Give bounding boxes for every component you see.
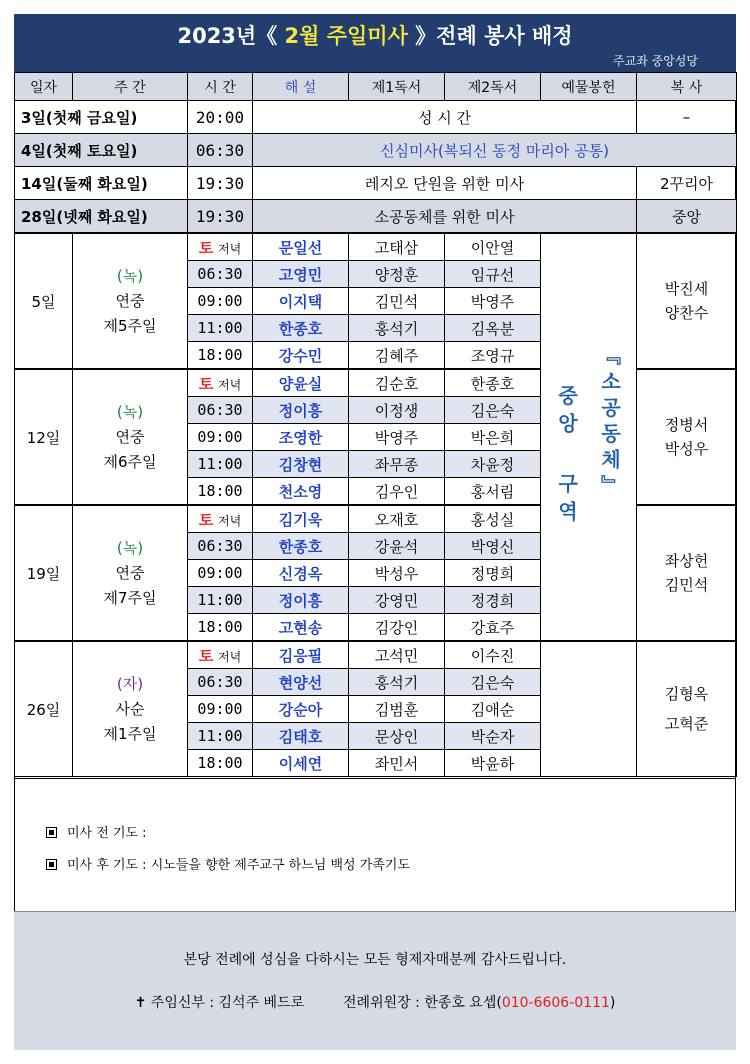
week-number: 제1주일 (103, 724, 157, 743)
pastor-name: ✝ 주임신부 : 김석주 베드로 (134, 995, 305, 1011)
week-date: 12일 (15, 369, 73, 505)
title-highlight: 2월 주일미사 (284, 24, 408, 48)
schedule-table (14, 72, 737, 777)
commentator: 강순아 (253, 696, 349, 723)
first-reader: 문상인 (349, 723, 445, 750)
second-reader: 임규선 (445, 261, 541, 288)
second-reader: 김은숙 (445, 397, 541, 424)
saturday-mark: 토 (198, 646, 214, 665)
prayer-before-text: 미사 전 기도 : (67, 826, 147, 841)
special-event: 성 시 간 (253, 101, 637, 134)
altar-servers: 좌상헌 김민석 (637, 505, 737, 641)
first-reader: 김우인 (349, 478, 445, 506)
first-reader: 고석민 (349, 641, 445, 669)
liturgical-week (73, 233, 188, 369)
chair-name: 전례위원장 : 한종호 요셉( (343, 995, 502, 1011)
special-time: 19:30 (188, 200, 253, 234)
special-server: – (637, 101, 737, 134)
liturgical-week (73, 369, 188, 505)
commentator: 고현송 (253, 614, 349, 642)
special-day: 28일(넷째 화요일) (15, 200, 188, 234)
mass-row (15, 641, 737, 669)
phone-close: ) (609, 995, 616, 1011)
page-title (14, 20, 736, 50)
special-row (15, 167, 737, 200)
mass-time (188, 233, 253, 261)
first-reader: 양정훈 (349, 261, 445, 288)
mass-time: 18:00 (188, 614, 253, 642)
mass-time: 18:00 (188, 750, 253, 777)
first-reader: 고태삼 (349, 233, 445, 261)
commentator: 천소영 (253, 478, 349, 506)
commentator: 김태호 (253, 723, 349, 750)
commentator: 한종호 (253, 315, 349, 342)
first-reader: 김강인 (349, 614, 445, 642)
second-reader: 조영규 (445, 342, 541, 370)
season-name: 연중 (115, 427, 145, 446)
altar-servers: 정병서 박성우 (637, 369, 737, 505)
first-reader: 좌무종 (349, 451, 445, 478)
commentator: 양윤실 (253, 369, 349, 397)
commentator: 김기욱 (253, 505, 349, 533)
commentator: 한종호 (253, 533, 349, 560)
first-reader: 홍석기 (349, 669, 445, 696)
mass-time: 11:00 (188, 451, 253, 478)
mass-time: 06:30 (188, 261, 253, 288)
commentator: 김창현 (253, 451, 349, 478)
saturday-evening-label: 저녁 (218, 513, 242, 528)
saturday-evening-label: 저녁 (218, 377, 242, 392)
first-reader: 홍석기 (349, 315, 445, 342)
special-event: 레지오 단원을 위한 미사 (253, 167, 637, 200)
second-reader: 한종호 (445, 369, 541, 397)
week-number: 제6주일 (103, 452, 157, 471)
first-reader: 이정생 (349, 397, 445, 424)
phone-number: 010-6606-0111 (501, 995, 610, 1011)
special-time: 20:00 (188, 101, 253, 134)
offering-district: 중앙 구역 (554, 385, 579, 529)
special-time: 19:30 (188, 167, 253, 200)
saturday-mark: 토 (198, 238, 214, 257)
second-reader: 박은희 (445, 424, 541, 451)
season-color: (녹) (116, 402, 144, 421)
header-server: 복 사 (637, 73, 737, 101)
mass-time: 11:00 (188, 315, 253, 342)
first-reader: 김민석 (349, 288, 445, 315)
special-time: 06:30 (188, 134, 253, 167)
title-prefix: 2023년《 (177, 24, 285, 48)
offering-empty (541, 641, 637, 777)
second-reader: 홍성실 (445, 505, 541, 533)
second-reader: 정명희 (445, 560, 541, 587)
mass-time: 11:00 (188, 723, 253, 750)
commentator: 이세연 (253, 750, 349, 777)
header-reading2: 제2독서 (445, 73, 541, 101)
special-server: 2꾸리아 (637, 167, 737, 200)
special-day: 14일(둘째 화요일) (15, 167, 188, 200)
mass-time (188, 641, 253, 669)
commentator: 김응필 (253, 641, 349, 669)
liturgical-week (73, 641, 188, 777)
title-bar (14, 14, 736, 72)
week-date: 19일 (15, 505, 73, 641)
season-color: (녹) (116, 538, 144, 557)
special-day: 4일(첫째 토요일) (15, 134, 188, 167)
first-reader: 강영민 (349, 587, 445, 614)
special-row (15, 200, 737, 234)
mass-time: 06:30 (188, 533, 253, 560)
commentator: 이지택 (253, 288, 349, 315)
season-name: 연중 (115, 291, 145, 310)
mass-time: 18:00 (188, 478, 253, 506)
saturday-mark: 토 (198, 510, 214, 529)
first-reader: 김순호 (349, 369, 445, 397)
special-event: 신심미사(복되신 동정 마리아 공통) (253, 134, 737, 167)
week-date: 5일 (15, 233, 73, 369)
first-reader: 김범훈 (349, 696, 445, 723)
second-reader: 홍서림 (445, 478, 541, 506)
mass-time: 09:00 (188, 288, 253, 315)
first-reader: 오재호 (349, 505, 445, 533)
mass-time: 06:30 (188, 669, 253, 696)
prayer-after (46, 854, 410, 873)
second-reader: 김은숙 (445, 669, 541, 696)
second-reader: 박영주 (445, 288, 541, 315)
second-reader: 정경희 (445, 587, 541, 614)
second-reader: 이수진 (445, 641, 541, 669)
second-reader: 이안열 (445, 233, 541, 261)
saturday-mark: 토 (198, 374, 214, 393)
mass-time: 11:00 (188, 587, 253, 614)
altar-servers: 김형옥 고혁준 (637, 641, 737, 777)
header-date: 일자 (15, 73, 73, 101)
special-row (15, 101, 737, 134)
saturday-evening-label: 저녁 (218, 241, 242, 256)
first-reader: 강윤석 (349, 533, 445, 560)
commentator: 고영민 (253, 261, 349, 288)
commentator: 강수민 (253, 342, 349, 370)
header-reading1: 제1독서 (349, 73, 445, 101)
mass-time: 09:00 (188, 560, 253, 587)
prayer-section (14, 778, 736, 911)
second-reader: 강효주 (445, 614, 541, 642)
season-color: (자) (116, 674, 144, 693)
mass-row (15, 233, 737, 261)
week-number: 제7주일 (103, 588, 157, 607)
header-week: 주 간 (73, 73, 188, 101)
week-date: 26일 (15, 641, 73, 777)
thanks-message: 본당 전례에 성심을 다하시는 모든 형제자매분께 감사드립니다. (183, 952, 567, 968)
season-color: (녹) (116, 266, 144, 285)
saturday-evening-label: 저녁 (218, 649, 242, 664)
mass-time: 18:00 (188, 342, 253, 370)
mass-time (188, 369, 253, 397)
prayer-before (46, 822, 147, 841)
second-reader: 박영신 (445, 533, 541, 560)
mass-time: 09:00 (188, 424, 253, 451)
footer (14, 911, 736, 1050)
commentator: 조영한 (253, 424, 349, 451)
week-number: 제5주일 (103, 316, 157, 335)
title-suffix: 》전례 봉사 배정 (407, 24, 573, 48)
first-reader: 박성우 (349, 560, 445, 587)
liturgical-week (73, 505, 188, 641)
second-reader: 박윤하 (445, 750, 541, 777)
second-reader: 김옥분 (445, 315, 541, 342)
header-time: 시 간 (188, 73, 253, 101)
special-server: 중앙 (637, 200, 737, 234)
special-row (15, 134, 737, 167)
first-reader: 좌민서 (349, 750, 445, 777)
second-reader: 박순자 (445, 723, 541, 750)
altar-servers: 박진세 양찬수 (637, 233, 737, 369)
square-bullet-icon (46, 827, 57, 838)
commentator: 정이흥 (253, 587, 349, 614)
mass-time: 06:30 (188, 397, 253, 424)
first-reader: 박영주 (349, 424, 445, 451)
commentator: 정이흥 (253, 397, 349, 424)
second-reader: 김애순 (445, 696, 541, 723)
signature-line (14, 992, 736, 1012)
offering-assignment (541, 233, 637, 641)
special-day: 3일(첫째 금요일) (15, 101, 188, 134)
prayer-after-text: 미사 후 기도 : 시노들을 향한 제주교구 하느님 백성 가족기도 (67, 858, 410, 873)
offering-community: 『소공동체』 (597, 345, 622, 501)
header-commentator: 해 설 (253, 73, 349, 101)
parish-name: 주교좌 중앙성당 (613, 54, 698, 68)
mass-time (188, 505, 253, 533)
header-row (15, 73, 737, 101)
header-offering: 예물봉헌 (541, 73, 637, 101)
mass-time: 09:00 (188, 696, 253, 723)
special-event: 소공동체를 위한 미사 (253, 200, 637, 234)
season-name: 사순 (115, 699, 145, 718)
commentator: 문일선 (253, 233, 349, 261)
first-reader: 김혜주 (349, 342, 445, 370)
commentator: 현양선 (253, 669, 349, 696)
commentator: 신경옥 (253, 560, 349, 587)
second-reader: 차윤정 (445, 451, 541, 478)
season-name: 연중 (115, 563, 145, 582)
square-bullet-icon (46, 859, 57, 870)
